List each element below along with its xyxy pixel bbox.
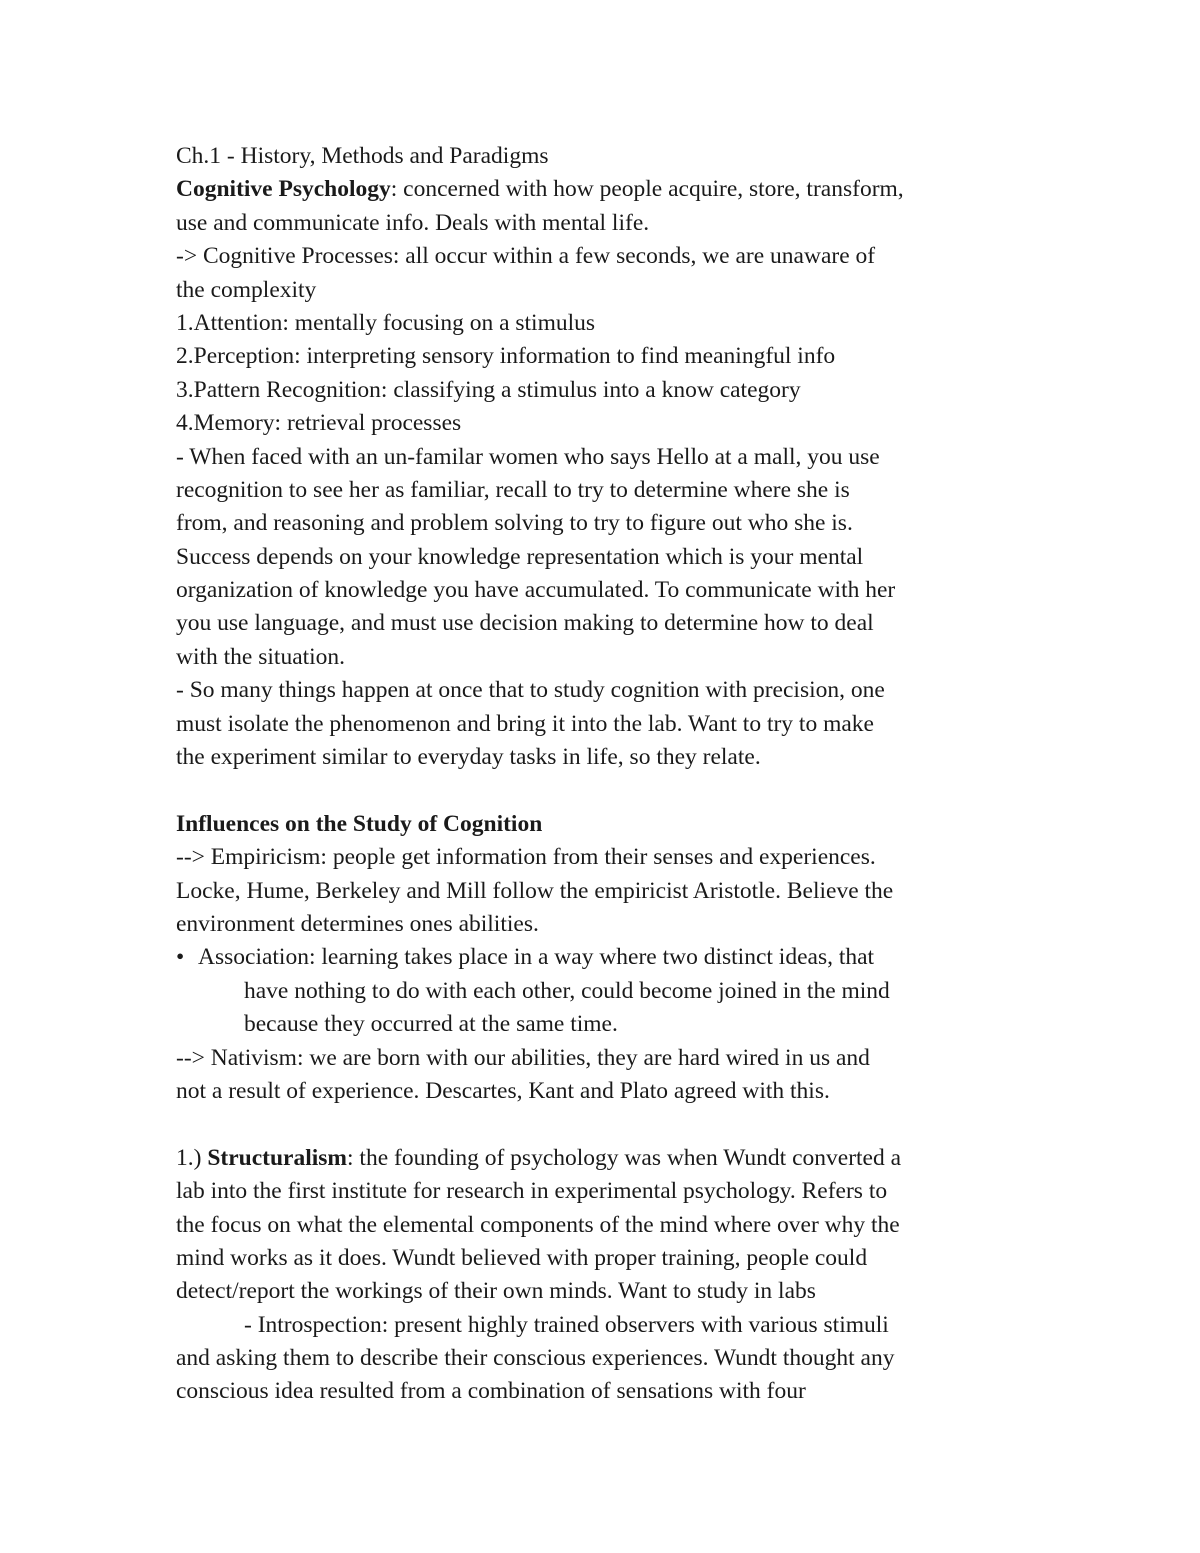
paragraph-spacer [176, 774, 1036, 807]
structuralism-number: 1.) [176, 1144, 208, 1171]
introspection-line-cont: conscious idea resulted from a combination of sensations with four [176, 1378, 806, 1405]
cognitive-psychology-definition [176, 173, 1036, 206]
empiricism-line: Locke, Hume, Berkeley and Mill follow the empiricist Aristotle. Believe the [176, 877, 894, 904]
nativism-line: --> Nativism: we are born with our abilities, they are hard wired in us and [176, 1044, 870, 1071]
association-text-cont: because they occurred at the same time. [244, 1011, 618, 1038]
example-paragraph-line: with the situation. [176, 643, 346, 670]
nativism-line: not a result of experience. Descartes, Kant and Plato agreed with this. [176, 1077, 830, 1104]
influences-heading-text: Influences on the Study of Cognition [176, 810, 543, 837]
example-paragraph-line: - When faced with an un-familar women who says Hello at a mall, you use [176, 443, 880, 470]
introspection-line: - Introspection: present highly trained observers with various stimuli [244, 1311, 889, 1338]
numbered-item-perception: 2.Perception: interpreting sensory information to find meaningful info [176, 343, 836, 370]
structuralism-text: : the founding of psychology was when Wundt converted a [347, 1144, 902, 1171]
precision-paragraph-line: the experiment similar to everyday tasks in life, so they relate. [176, 744, 761, 771]
association-text-cont: have nothing to do with each other, could become joined in the mind [244, 977, 890, 1004]
association-bullet-item [176, 941, 1036, 974]
document-title: Ch.1 - History, Methods and Paradigms [176, 143, 549, 169]
introspection-line-cont: and asking them to describe their conscious experiences. Wundt thought any [176, 1345, 895, 1372]
bullet-icon: • [176, 944, 185, 971]
example-paragraph-line: organization of knowledge you have accumulated. To communicate with her [176, 577, 896, 604]
structuralism-line-cont: lab into the first institute for research in experimental psychology. Refers to [176, 1178, 888, 1205]
numbered-item-memory: 4.Memory: retrieval processes [176, 410, 462, 437]
structuralism-term: Structuralism [207, 1144, 348, 1171]
cognitive-psychology-definition-cont: use and communicate info. Deals with mental life. [176, 209, 650, 236]
cognitive-psychology-definition-text: : concerned with how people acquire, store, transform, [390, 176, 904, 203]
precision-paragraph-line: must isolate the phenomenon and bring it into the lab. Want to try to make [176, 710, 874, 737]
structuralism-line-cont: detect/report the workings of their own minds. Want to study in labs [176, 1278, 816, 1305]
document-body [176, 140, 1036, 1409]
structuralism-line-cont: mind works as it does. Wundt believed with proper training, people could [176, 1244, 868, 1271]
example-paragraph-line: you use language, and must use decision making to determine how to deal [176, 610, 874, 637]
numbered-item-attention: 1.Attention: mentally focusing on a stimulus [176, 309, 596, 336]
numbered-item-pattern-recognition: 3.Pattern Recognition: classifying a stimulus into a know category [176, 376, 801, 403]
empiricism-line: environment determines ones abilities. [176, 910, 539, 937]
example-paragraph-line: from, and reasoning and problem solving to try to figure out who she is. [176, 510, 853, 537]
cognitive-processes-line: -> Cognitive Processes: all occur within a few seconds, we are unaware of [176, 243, 876, 270]
cognitive-processes-line-cont: the complexity [176, 276, 317, 303]
association-text: Association: learning takes place in a way where two distinct ideas, that [198, 944, 875, 971]
structuralism-line [176, 1142, 1036, 1175]
empiricism-line: --> Empiricism: people get information from their senses and experiences. [176, 844, 876, 871]
structuralism-line-cont: the focus on what the elemental components of the mind where over why the [176, 1211, 900, 1238]
example-paragraph-line: Success depends on your knowledge representation which is your mental [176, 543, 864, 570]
example-paragraph-line: recognition to see her as familiar, recall to try to determine where she is [176, 476, 850, 503]
influences-heading [176, 808, 1036, 841]
paragraph-spacer [176, 1108, 1036, 1141]
cognitive-psychology-term: Cognitive Psychology [176, 176, 391, 203]
precision-paragraph-line: - So many things happen at once that to study cognition with precision, one [176, 677, 885, 704]
